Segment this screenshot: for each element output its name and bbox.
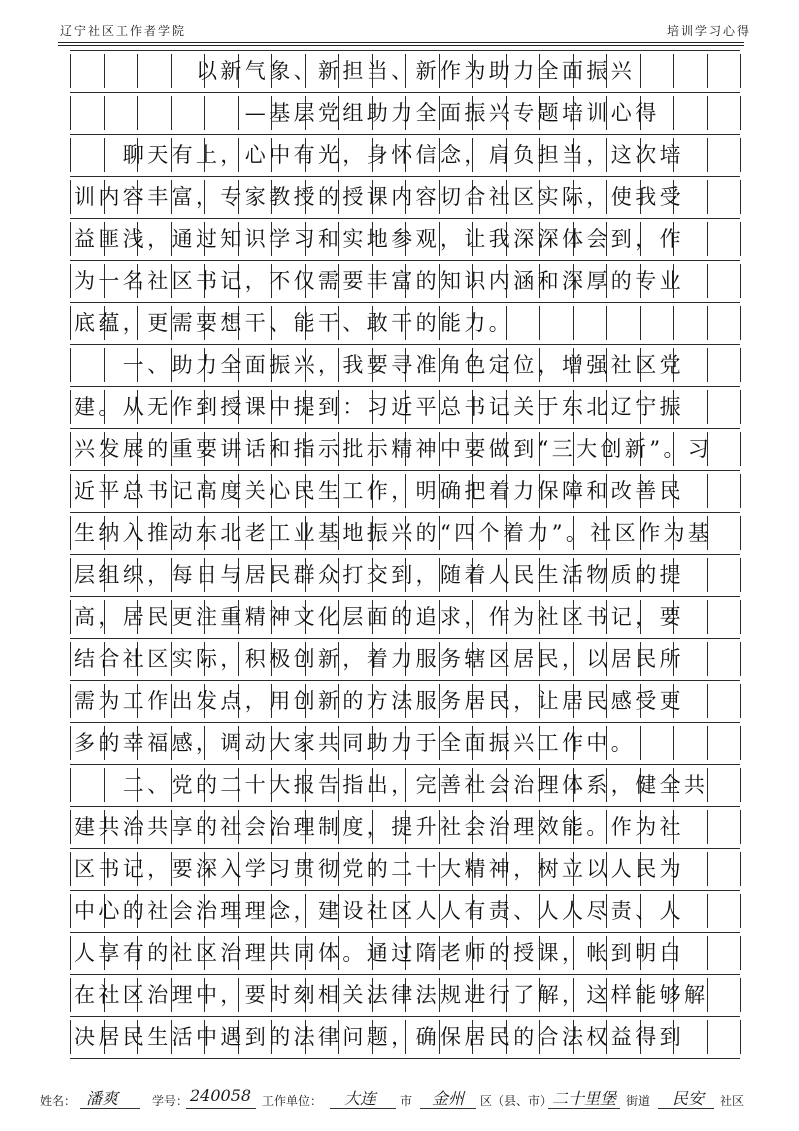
grid-cell-divider	[740, 852, 741, 886]
unit-label: 工作单位：	[262, 1094, 323, 1108]
grid-cell-divider	[740, 642, 741, 676]
grid-cell-divider	[740, 810, 741, 844]
grid-cell-divider	[740, 894, 741, 928]
handwritten-line: 建共治共享的社会治理制度，提升社会治理效能。作为社	[74, 815, 684, 839]
handwritten-line: —基层党组助力全面振兴专题培训心得	[74, 101, 660, 125]
handwritten-line: 以新气象、新担当、新作为助力全面振兴	[74, 59, 636, 83]
grid-cell-divider	[70, 180, 71, 214]
grid-cell-divider	[740, 768, 741, 802]
handwritten-line: 决居民生活中遇到的法律问题，确保居民的合法权益得到	[74, 1025, 684, 1049]
grid-cell-divider	[70, 852, 71, 886]
grid-cell-divider	[740, 936, 741, 970]
grid-cell-divider	[70, 768, 71, 802]
name-value: 潘爽	[86, 1089, 119, 1108]
grid-cell-divider	[740, 684, 741, 718]
grid-cell-divider	[740, 138, 741, 172]
handwritten-line: 多的幸福感，调动大家共同助力于全面振兴工作中。	[74, 731, 636, 755]
street-value: 二十里堡	[552, 1089, 617, 1108]
grid-cell-divider	[740, 726, 741, 760]
community-underline	[658, 1108, 714, 1109]
community-value: 民安	[672, 1089, 705, 1108]
handwritten-line: 结合社区实际，积极创新，着力服务辖区居民，以居民所	[74, 647, 684, 671]
handwritten-line: 人享有的社区治理共同体。通过隋老师的授课，帐到明白	[74, 941, 684, 965]
city-value: 大连	[344, 1089, 377, 1108]
grid-cell-divider	[70, 54, 71, 88]
city-label: 市	[400, 1094, 413, 1108]
handwritten-line: 生纳入推动东北老工业基地振兴的“四个着力”。社区作为基	[74, 521, 713, 545]
footer-info	[40, 1086, 760, 1112]
grid-cell-divider	[740, 348, 741, 382]
handwritten-line: 中心的社会治理理念，建设社区人人有责、人人尽责、人	[74, 899, 684, 923]
grid-cell-divider	[70, 474, 71, 508]
grid-cell-divider	[740, 558, 741, 592]
header-institution: 辽宁社区工作者学院	[60, 24, 187, 38]
handwritten-line: 二、党的二十大报告指出，完善社会治理体系，健全共	[74, 773, 709, 797]
handwritten-line: 在社区治理中，要时刻相关法律法规进行了解，这样能够解	[74, 983, 709, 1007]
grid-cell-divider	[70, 432, 71, 466]
county-value: 金州	[432, 1089, 465, 1108]
grid-cell-divider	[70, 306, 71, 340]
handwritten-line: 为一名社区书记，不仅需要丰富的知识内涵和深厚的专业	[74, 269, 684, 293]
grid-cell-divider	[70, 348, 71, 382]
name-label: 姓名：	[40, 1094, 77, 1108]
grid-cell-divider	[70, 894, 71, 928]
id-label: 学号：	[152, 1094, 189, 1108]
handwritten-line: 一、助力全面振兴，我要寻准角色定位，增强社区党	[74, 353, 684, 377]
handwritten-line: 兴发展的重要讲话和指示批示精神中要做到“三大创新”。习	[74, 437, 713, 461]
handwritten-line: 层组织，每日与居民群众打交到，随着人民生活物质的提	[74, 563, 684, 587]
grid-cell-divider	[70, 810, 71, 844]
grid-cell-divider	[70, 516, 71, 550]
name-underline	[80, 1108, 140, 1109]
community-label: 社区	[720, 1094, 745, 1108]
grid-cell-divider	[740, 1020, 741, 1054]
handwritten-line: 训内容丰富，专家教授的授课内容切合社区实际，使我受	[74, 185, 684, 209]
grid-cell-divider	[70, 726, 71, 760]
grid-cell-divider	[740, 306, 741, 340]
page-header	[0, 20, 799, 42]
grid-cell-divider	[740, 600, 741, 634]
grid-cell-divider	[70, 600, 71, 634]
grid-cell-divider	[70, 684, 71, 718]
grid-cell-divider	[740, 54, 741, 88]
grid-cell-divider	[70, 936, 71, 970]
city-underline	[330, 1108, 396, 1109]
grid-cell-divider	[70, 222, 71, 256]
grid-cell-divider	[740, 516, 741, 550]
handwritten-line: 聊天有上，心中有光，身怀信念，肩负担当，这次培	[74, 143, 684, 167]
id-value: 240058	[190, 1086, 252, 1105]
handwritten-line: 益匪浅，通过知识学习和实地参观，让我深深体会到，作	[74, 227, 684, 251]
handwritten-line: 建。从无作到授课中提到：习近平总书记关于东北辽宁振	[74, 395, 684, 419]
writing-grid	[70, 50, 740, 1058]
header-rule	[58, 42, 744, 43]
grid-cell-divider	[70, 978, 71, 1012]
handwritten-line: 高，居民更注重精神文化层面的追求，作为社区书记，要	[74, 605, 684, 629]
grid-cell-divider	[740, 96, 741, 130]
grid-cell-divider	[70, 558, 71, 592]
header-doc-type: 培训学习心得	[666, 24, 751, 38]
grid-cell-divider	[740, 432, 741, 466]
grid-cell-divider	[70, 1020, 71, 1054]
grid-cell-divider	[740, 978, 741, 1012]
grid-cell-divider	[740, 474, 741, 508]
street-label: 街道	[626, 1094, 651, 1108]
grid-cell-divider	[70, 390, 71, 424]
handwritten-line: 底蕴，更需要想干、能干、敢干的能力。	[74, 311, 514, 335]
grid-cell-divider	[740, 264, 741, 298]
county-underline	[420, 1108, 476, 1109]
county-label: 区（县、市）	[480, 1094, 553, 1108]
street-underline	[548, 1108, 620, 1109]
header-rule-thin	[58, 45, 744, 46]
grid-cell-divider	[740, 222, 741, 256]
handwritten-line: 区书记，要深入学习贯彻党的二十大精神，树立以人民为	[74, 857, 684, 881]
grid-cell-divider	[70, 642, 71, 676]
grid-cell-divider	[70, 138, 71, 172]
grid-cell-divider	[740, 390, 741, 424]
handwritten-line: 需为工作出发点，用创新的方法服务居民，让居民感受更	[74, 689, 684, 713]
grid-cell-divider	[70, 96, 71, 130]
id-underline	[186, 1108, 256, 1109]
grid-cell-divider	[70, 264, 71, 298]
grid-cell-divider	[740, 180, 741, 214]
handwritten-line: 近平总书记高度关心民生工作，明确把着力保障和改善民	[74, 479, 684, 503]
grid-rule	[70, 1058, 740, 1059]
